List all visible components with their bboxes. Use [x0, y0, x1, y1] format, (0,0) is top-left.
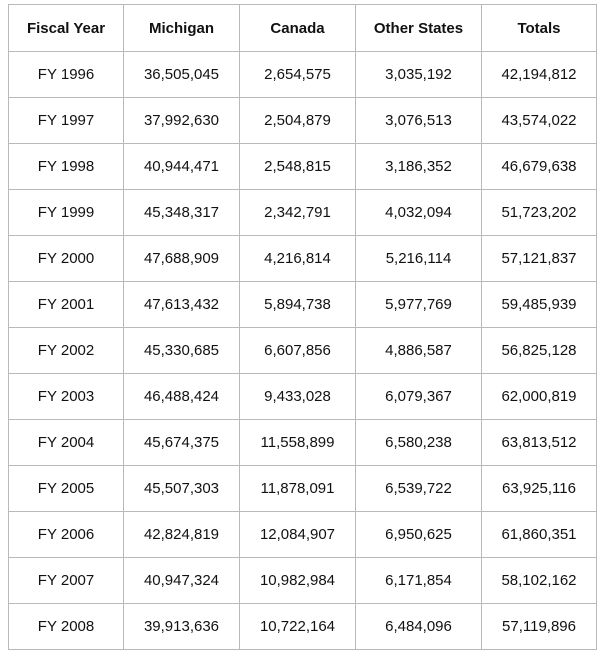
cell-canada: 4,216,814	[240, 236, 356, 282]
cell-other-states: 4,032,094	[356, 190, 482, 236]
cell-fiscal-year: FY 2007	[9, 558, 124, 604]
cell-other-states: 6,484,096	[356, 604, 482, 650]
cell-fiscal-year: FY 2006	[9, 512, 124, 558]
data-table	[8, 4, 597, 650]
table-row	[9, 144, 597, 190]
cell-canada: 2,504,879	[240, 98, 356, 144]
cell-totals: 51,723,202	[482, 190, 597, 236]
cell-totals: 63,925,116	[482, 466, 597, 512]
cell-fiscal-year: FY 2008	[9, 604, 124, 650]
cell-canada: 10,722,164	[240, 604, 356, 650]
cell-michigan: 45,507,303	[124, 466, 240, 512]
cell-totals: 43,574,022	[482, 98, 597, 144]
cell-other-states: 5,977,769	[356, 282, 482, 328]
header-row	[9, 5, 597, 52]
cell-other-states: 4,886,587	[356, 328, 482, 374]
cell-other-states: 3,076,513	[356, 98, 482, 144]
cell-totals: 57,121,837	[482, 236, 597, 282]
cell-michigan: 47,688,909	[124, 236, 240, 282]
cell-canada: 5,894,738	[240, 282, 356, 328]
cell-other-states: 3,186,352	[356, 144, 482, 190]
cell-totals: 63,813,512	[482, 420, 597, 466]
table-row	[9, 466, 597, 512]
table-row	[9, 374, 597, 420]
cell-other-states: 6,580,238	[356, 420, 482, 466]
cell-other-states: 6,539,722	[356, 466, 482, 512]
cell-canada: 12,084,907	[240, 512, 356, 558]
cell-other-states: 6,950,625	[356, 512, 482, 558]
cell-other-states: 5,216,114	[356, 236, 482, 282]
cell-fiscal-year: FY 1999	[9, 190, 124, 236]
cell-totals: 57,119,896	[482, 604, 597, 650]
cell-michigan: 46,488,424	[124, 374, 240, 420]
cell-totals: 56,825,128	[482, 328, 597, 374]
cell-canada: 11,878,091	[240, 466, 356, 512]
table-row	[9, 328, 597, 374]
table-container	[8, 4, 597, 650]
cell-canada: 9,433,028	[240, 374, 356, 420]
cell-michigan: 47,613,432	[124, 282, 240, 328]
cell-canada: 11,558,899	[240, 420, 356, 466]
cell-michigan: 40,947,324	[124, 558, 240, 604]
cell-canada: 2,654,575	[240, 52, 356, 98]
cell-michigan: 45,330,685	[124, 328, 240, 374]
cell-fiscal-year: FY 2004	[9, 420, 124, 466]
cell-fiscal-year: FY 2002	[9, 328, 124, 374]
cell-fiscal-year: FY 1996	[9, 52, 124, 98]
cell-totals: 59,485,939	[482, 282, 597, 328]
cell-michigan: 39,913,636	[124, 604, 240, 650]
cell-michigan: 37,992,630	[124, 98, 240, 144]
cell-totals: 46,679,638	[482, 144, 597, 190]
cell-fiscal-year: FY 1997	[9, 98, 124, 144]
cell-other-states: 3,035,192	[356, 52, 482, 98]
cell-totals: 62,000,819	[482, 374, 597, 420]
cell-michigan: 45,348,317	[124, 190, 240, 236]
header-totals: Totals	[482, 5, 597, 52]
cell-michigan: 36,505,045	[124, 52, 240, 98]
table-row	[9, 236, 597, 282]
cell-other-states: 6,171,854	[356, 558, 482, 604]
header-other-states: Other States	[356, 5, 482, 52]
table-row	[9, 190, 597, 236]
table-row	[9, 512, 597, 558]
cell-canada: 6,607,856	[240, 328, 356, 374]
cell-canada: 10,982,984	[240, 558, 356, 604]
table-row	[9, 558, 597, 604]
cell-fiscal-year: FY 2001	[9, 282, 124, 328]
cell-fiscal-year: FY 2000	[9, 236, 124, 282]
header-canada: Canada	[240, 5, 356, 52]
cell-fiscal-year: FY 2005	[9, 466, 124, 512]
cell-michigan: 45,674,375	[124, 420, 240, 466]
cell-michigan: 42,824,819	[124, 512, 240, 558]
table-row	[9, 604, 597, 650]
cell-fiscal-year: FY 2003	[9, 374, 124, 420]
table-row	[9, 282, 597, 328]
header-fiscal-year: Fiscal Year	[9, 5, 124, 52]
cell-totals: 58,102,162	[482, 558, 597, 604]
table-body	[9, 52, 597, 650]
cell-michigan: 40,944,471	[124, 144, 240, 190]
table-row	[9, 420, 597, 466]
table-row	[9, 98, 597, 144]
cell-fiscal-year: FY 1998	[9, 144, 124, 190]
cell-canada: 2,548,815	[240, 144, 356, 190]
cell-canada: 2,342,791	[240, 190, 356, 236]
cell-totals: 61,860,351	[482, 512, 597, 558]
cell-totals: 42,194,812	[482, 52, 597, 98]
cell-other-states: 6,079,367	[356, 374, 482, 420]
header-michigan: Michigan	[124, 5, 240, 52]
table-row	[9, 52, 597, 98]
